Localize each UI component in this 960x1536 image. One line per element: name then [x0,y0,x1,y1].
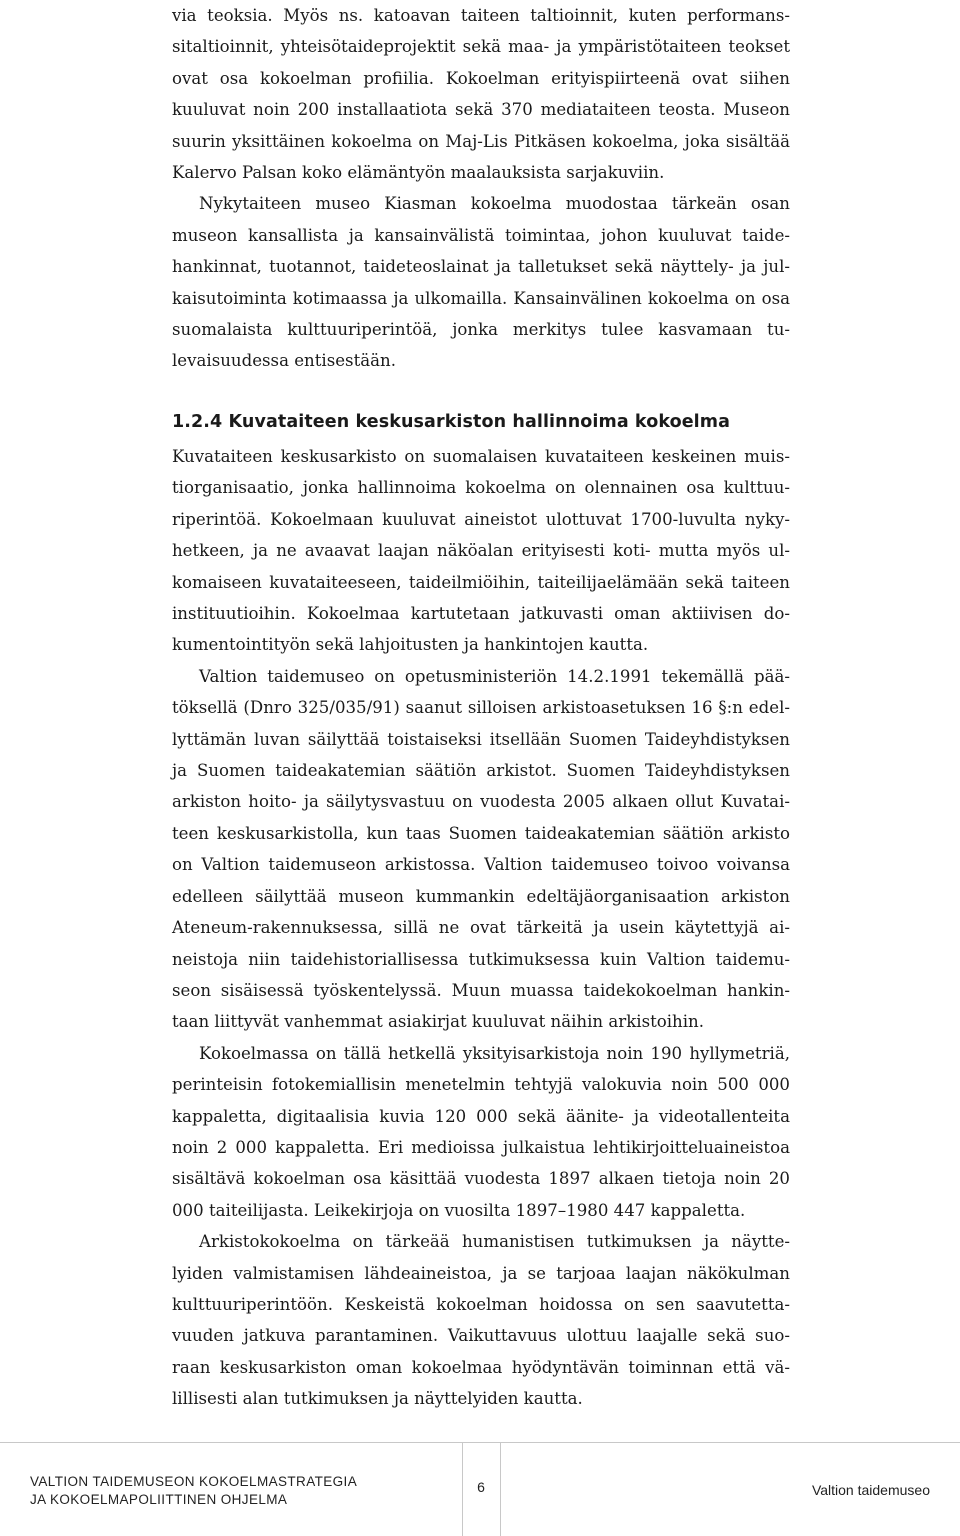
section-paragraph-2: Valtion taidemuseo on opetusministeriön 14.2.1991 tekemällä päätöksellä (Dnro 325/035/91) saanut silloisen arkistoasetuksen 16 §:n edellyttämän luvan säilyttää toistaiseksi itsellään Suomen Taideyhdistyksen ja Suomen taideakatemian säätiön arkistot. Suomen Taideyhdistyksen arkiston hoito- ja säilytysvastuu on vuodesta 2005 alkaen ollut Kuvataiteen keskusarkistolla, kun taas Suomen taideakatemian säätiön arkisto on Valtion taidemuseon arkistossa. Valtion taidemuseo toivoo voivansa edelleen säilyttää museon kummankin edeltäjäorganisaation arkiston Ateneum-rakennuksessa, sillä ne ovat tärkeitä ja usein käytettyjä aineistoja niin taidehistoriallisessa tutkimuksessa kuin Valtion taidemuseon sisäisessä työskentelyssä. Muun muassa taidekokoelman hankintaan liittyvät vanhemmat asiakirjat kuuluvat näihin arkistoihin. [172,666,790,1032]
footer-publication-title [30,1473,357,1509]
section-number: 1.2.4 [172,412,223,432]
page-number: 6 [477,1479,485,1495]
section-heading [172,407,812,438]
footer-organization: Valtion taidemuseo [811,1482,930,1498]
section-title: Kuvataiteen keskusarkiston hallinnoima kokoelma [228,412,731,432]
section-paragraph-4: Arkistokokoelma on tärkeää humanistisen tutkimuksen ja näyttelyiden valmistamisen lähdeaineistoa, ja se tarjoaa laajan näkökulman kulttuuriperintöön. Keskeistä kokoelman hoidossa on sen saavutettavuuden jatkuva parantaminen. Vaikuttavuus ulottuu laajalle sekä suoraan keskusarkiston oman kokoelmaa hyödyntävän toiminnan että välillisesti alan tutkimuksen ja näyttelyiden kautta. [172,1232,790,1409]
footer-divider-right [500,1443,501,1536]
footer-title-line-1: VALTION TAIDEMUSEON KOKOELMASTRATEGIA [30,1474,358,1489]
page-footer [0,1442,960,1536]
section-paragraph-3: Kokoelmassa on tällä hetkellä yksityisarkistoja noin 190 hyllymetriä, perinteisin fotokemiallisin menetelmin tehtyjä valokuvia noin 500 000 kappaletta, digitaalisia kuvia 120 000 sekä äänite- ja videotallenteita noin 2 000 kappaletta. Eri medioissa julkaistua lehtikirjoitteluaineistoa sisältävä kokoelman osa käsittää vuodesta 1897 alkaen tietoja noin 20 000 taiteilijasta. Leikekirjoja on vuosilta 1897–1980 447 kappaletta. [172,1043,790,1220]
intro-paragraph-2: Nykytaiteen museo Kiasman kokoelma muodostaa tärkeän osan museon kansallista ja kansainvälistä toimintaa, johon kuuluvat taidehankinnat, tuotannot, taideteoslainat ja talletukset sekä näyttely- ja julkaisutoiminta kotimaassa ja ulkomailla. Kansainvälinen kokoelma on osa suomalaista kulttuuriperintöä, jonka merkitys tulee kasvamaan tulevaisuudessa entisestään. [172,194,790,371]
section-paragraph-1: Kuvataiteen keskusarkisto on suomalaisen kuvataiteen keskeinen muistiorganisaatio, jonka hallinnoima kokoelma on olennainen osa kulttuuriperintöä. Kokoelmaan kuuluvat aineistot ulottuvat 1700-luvulta nykyhetkeen, ja ne avaavat laajan näköalan erityisesti koti- mutta myös ulkomaiseen kuvataiteeseen, taideilmiöihin, taiteilijaelämään sekä taiteen instituutioihin. Kokoelmaa kartutetaan jatkuvasti oman aktiivisen dokumentointityön sekä lahjoitusten ja hankintojen kautta. [172,447,790,655]
section-text [172,441,790,1415]
footer-title-line-2: JA KOKOELMAPOLIITTINEN OHJELMA [30,1492,288,1507]
intro-text [172,0,790,377]
intro-paragraph-1: via teoksia. Myös ns. katoavan taiteen taltioinnit, kuten performanssitaltioinnit, yhteisötaideprojektit sekä maa- ja ympäristötaiteen teokset ovat osa kokoelman profiilia. Kokoelman erityispiirteenä ovat siihen kuuluvat noin 200 installaatiota sekä 370 mediataiteen teosta. Museon suurin yksittäinen kokoelma on Maj-Lis Pitkäsen kokoelma, joka sisältää Kalervo Palsan koko elämäntyön maalauksista sarjakuviin. [172,6,790,183]
